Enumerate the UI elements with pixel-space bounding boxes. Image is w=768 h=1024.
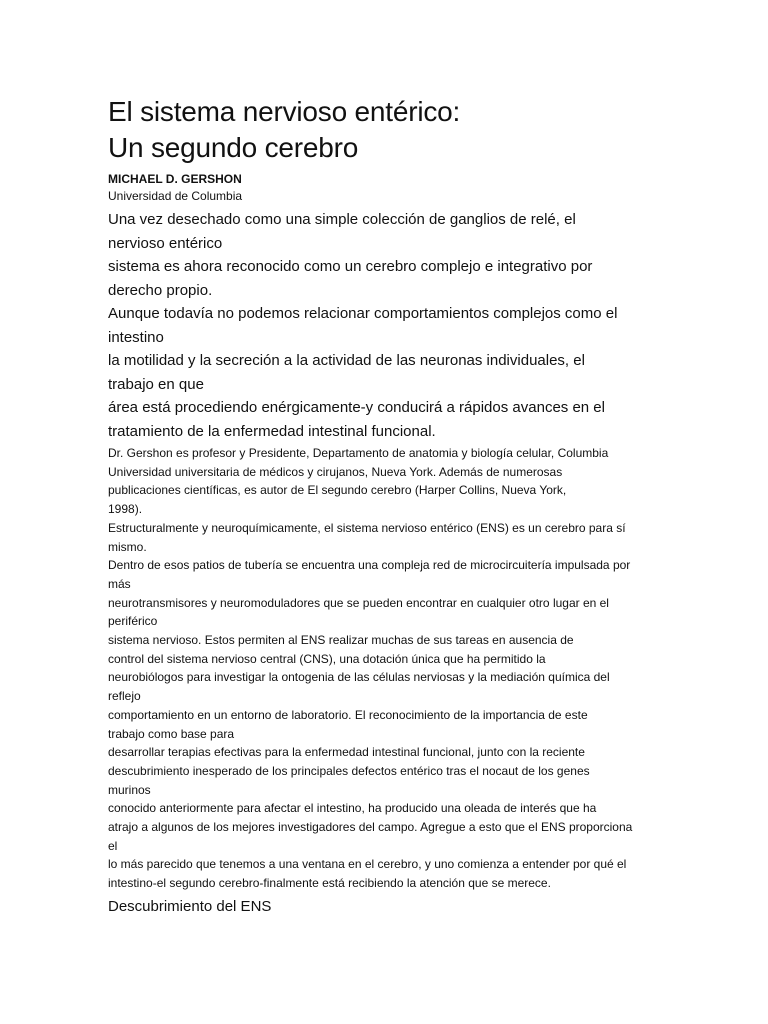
body-line: reflejo (108, 689, 141, 704)
abstract-line: trabajo en que (108, 375, 204, 393)
body-line: más (108, 576, 131, 591)
body-line: descubrimiento inesperado de los principales defectos entérico tras el nocaut de los genes (108, 763, 590, 778)
abstract-line: derecho propio. (108, 281, 213, 299)
body-line: sistema nervioso. Estos permiten al ENS realizar muchas de sus tareas en ausencia de (108, 633, 574, 648)
author-name: MICHAEL D. GERSHON (108, 172, 242, 186)
body-line: el (108, 838, 118, 853)
section-heading: Descubrimiento del ENS (108, 897, 272, 915)
body-line: comportamiento en un entorno de laboratorio. El reconocimiento de la importancia de este (108, 707, 588, 722)
body-line: Dr. Gershon es profesor y Presidente, Departamento de anatomia y biología celular, Columbia (108, 446, 609, 460)
body-line: desarrollar terapias efectivas para la enfermedad intestinal funcional, junto con la reciente (108, 745, 585, 760)
body-line: murinos (108, 782, 151, 797)
abstract-line: sistema es ahora reconocido como un cerebro complejo e integrativo por (108, 258, 593, 275)
abstract-line: la motilidad y la secreción a la actividad de las neuronas individuales, el (108, 352, 585, 369)
body-line: neurobiólogos para investigar la ontogenia de las células nerviosas y la mediación química del (108, 670, 610, 685)
title-line-2: Un segundo cerebro (108, 132, 359, 163)
body-line: Estructuralmente y neuroquímicamente, el sistema nervioso entérico (ENS) es un cerebro para sí (108, 520, 626, 535)
body-line: atrajo a algunos de los mejores investigadores del campo. Agregue a esto que el ENS proporciona (108, 820, 633, 835)
body-line: intestino-el segundo cerebro-finalmente está recibiendo la atención que se merece. (108, 876, 551, 891)
body-line: publicaciones científicas, es autor de El segundo cerebro (Harper Collins, Nueva York, (108, 483, 567, 498)
abstract-line: tratamiento de la enfermedad intestinal funcional. (108, 422, 436, 440)
title-line-1: El sistema nervioso entérico: (108, 96, 461, 127)
body-line: trabajo como base para (108, 726, 235, 741)
abstract-line: nervioso entérico (108, 234, 223, 252)
abstract-line: Aunque todavía no podemos relacionar comportamientos complejos como el (108, 305, 618, 322)
body-line: 1998). (108, 502, 143, 517)
body-line: Dentro de esos patios de tubería se encuentra una compleja red de microcircuitería impulsada por (108, 558, 631, 573)
body-line: periférico (108, 614, 158, 629)
abstract-line: intestino (108, 328, 164, 346)
abstract-line: Una vez desechado como una simple colección de ganglios de relé, el (108, 211, 576, 228)
body-text (108, 444, 664, 893)
document-content (108, 94, 664, 918)
body-line: neurotransmisores y neuromoduladores que se pueden encontrar en cualquier otro lugar en el (108, 595, 609, 610)
body-line: Universidad universitaria de médicos y cirujanos, Nueva York. Además de numerosas (108, 464, 563, 479)
author-affiliation: Universidad de Columbia (108, 189, 243, 203)
body-line: control del sistema nervioso central (CNS), una dotación única que ha permitido la (108, 651, 546, 666)
body-line: lo más parecido que tenemos a una ventana en el cerebro, y uno comienza a entender por qué el (108, 857, 627, 872)
abstract-line: área está procediendo enérgicamente-y conducirá a rápidos avances en el (108, 399, 605, 416)
abstract (108, 208, 664, 443)
body-line: mismo. (108, 539, 147, 554)
body-line: conocido anteriormente para afectar el intestino, ha producido una oleada de interés que ha (108, 801, 597, 816)
